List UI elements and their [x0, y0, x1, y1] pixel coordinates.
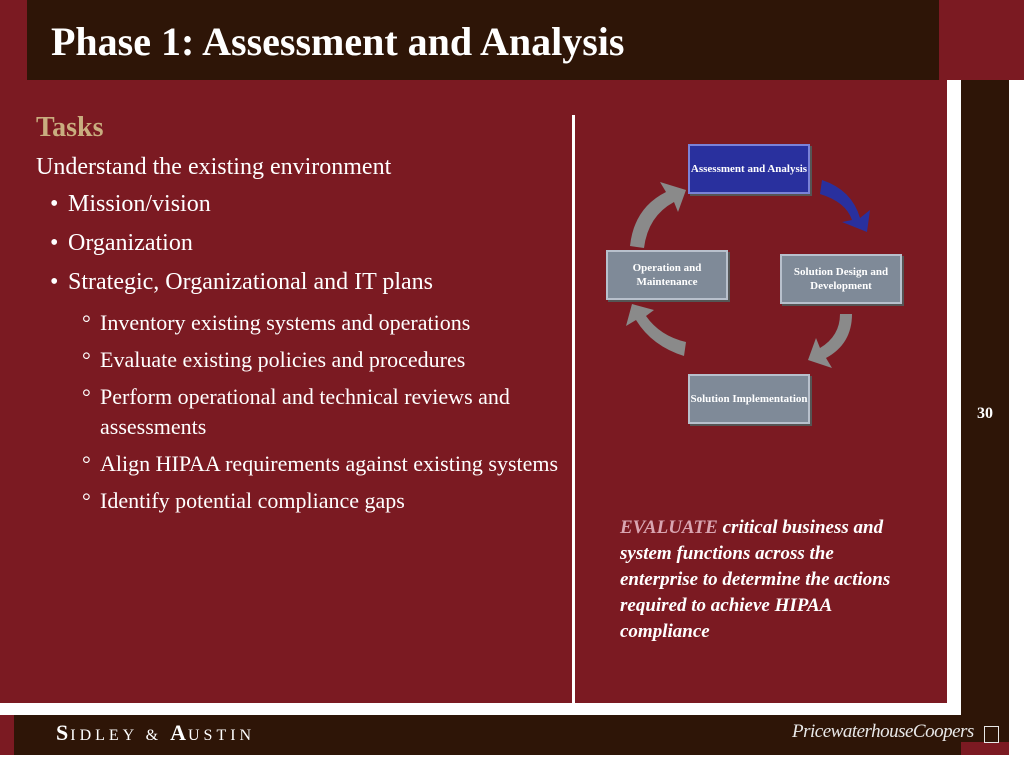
- degree-bullet-icon: °: [82, 451, 91, 476]
- firm-initial-a: A: [170, 720, 188, 745]
- sub-bullet-item: [82, 308, 566, 338]
- firm-text-1: IDLEY &: [70, 727, 171, 744]
- title-bar: [27, 0, 939, 80]
- sub-bullet-item: [82, 345, 566, 375]
- task-list: [36, 112, 566, 523]
- sub-bullet-text: Identify potential compliance gaps: [100, 488, 405, 513]
- right-edge: [1009, 80, 1024, 768]
- degree-bullet-icon: °: [82, 310, 91, 335]
- tasks-heading: Tasks: [36, 112, 104, 143]
- degree-bullet-icon: °: [82, 384, 91, 409]
- stage-implementation: Solution Implementation: [688, 374, 810, 424]
- evaluate-note: [620, 515, 910, 645]
- degree-bullet-icon: °: [82, 488, 91, 513]
- stage-operation: Operation and Maintenance: [606, 250, 728, 300]
- sub-bullet-text: Align HIPAA requirements against existing systems: [100, 451, 559, 476]
- slide-title: Phase 1: Assessment and Analysis: [51, 19, 625, 64]
- firm-logo: [56, 720, 255, 746]
- bullet-item: • Strategic, Organizational and IT plans: [36, 269, 566, 296]
- cycle-arrow-icon: [626, 304, 686, 356]
- sub-bullet-text: Inventory existing systems and operations: [100, 310, 471, 335]
- sub-bullet-text: Evaluate existing policies and procedures: [100, 347, 466, 372]
- vertical-divider: [572, 115, 575, 703]
- intro-text: Understand the existing environment: [36, 154, 392, 180]
- sub-bullet-item: [82, 382, 566, 442]
- firm-initial-s: S: [56, 720, 71, 745]
- bullet-list: [36, 191, 566, 296]
- footer-bar: [14, 715, 974, 755]
- right-white-strip: [947, 80, 961, 715]
- bottom-white-band: [0, 703, 947, 715]
- cycle-arrow-icon: [820, 180, 870, 232]
- note-text: critical business and system functions across the enterprise to determine the actions required to achieve HIPAA compliance: [620, 517, 891, 642]
- sub-bullet-item: [82, 449, 566, 479]
- footer-bottom-band: [0, 755, 1024, 768]
- bullet-item: • Mission/vision: [36, 191, 566, 218]
- bullet-item: • Organization: [36, 230, 566, 257]
- sub-bullet-list: [36, 308, 566, 516]
- note-highlight: EVALUATE: [620, 517, 718, 538]
- sub-bullet-item: [82, 486, 566, 516]
- sub-bullet-text: Perform operational and technical reviews and assessments: [100, 384, 510, 439]
- stage-assessment: Assessment and Analysis: [688, 144, 810, 194]
- cycle-arrow-icon: [630, 182, 686, 248]
- firm-text-2: USTIN: [187, 727, 256, 744]
- partner-mark-icon: [984, 726, 999, 743]
- page-number: 30: [977, 405, 993, 422]
- phase-cycle-diagram: [590, 130, 930, 450]
- stage-solution-design: Solution Design and Development: [780, 254, 902, 304]
- partner-logo: PricewaterhouseCoopers: [792, 721, 974, 742]
- degree-bullet-icon: °: [82, 347, 91, 372]
- cycle-arrow-icon: [808, 314, 852, 368]
